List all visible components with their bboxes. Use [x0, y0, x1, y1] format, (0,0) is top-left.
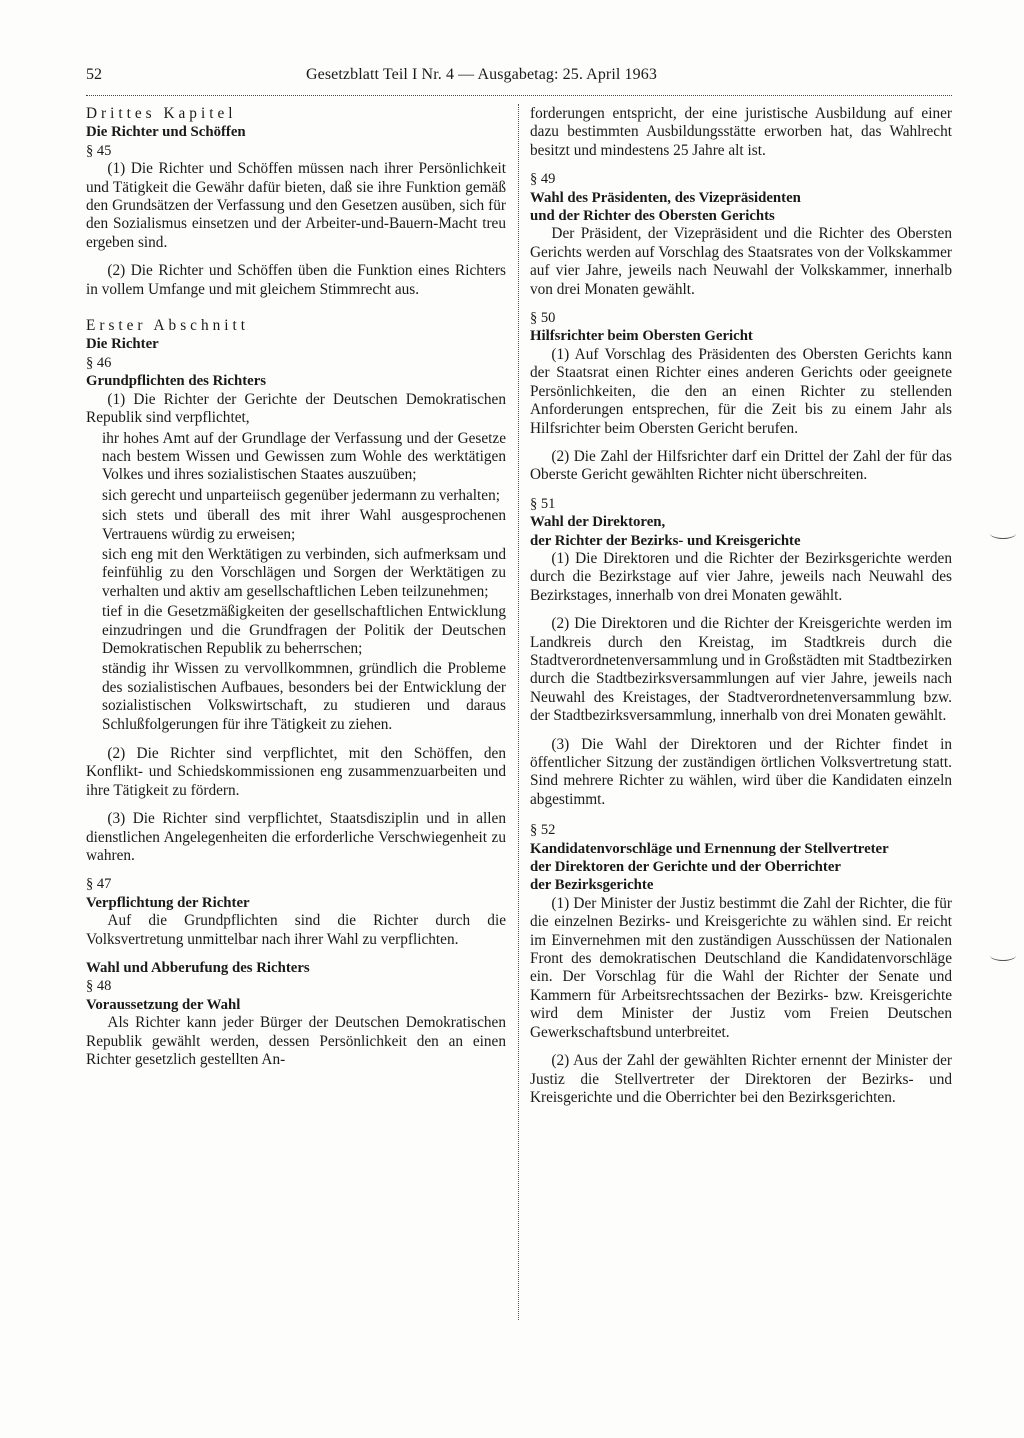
s47-paragraph-1: Auf die Grundpflichten sind die Richter durch die Volksvertretung unmittelbar nach ihrer Wahl zu verpflichten. [86, 912, 506, 948]
s48-paragraph-1: Als Richter kann jeder Bürger der Deutschen Demokratischen Republik gewählt werden, dessen Persönlichkeit den an einen Richter gesetzlich gestellten An- [86, 1014, 506, 1069]
s50-paragraph-1: (1) Auf Vorschlag des Präsidenten des Obersten Gerichts kann der Staatsrat einen Richter eines anderen Gerichts oder geeignete Persönlichkeiten, die den an einen Richter zu stellenden Anforderungen entsprechen, für die Zeit bis zu einem Jahr als Hilfsrichter beim Obersten Gericht berufen. [530, 345, 952, 437]
s52-paragraph-2: (2) Aus der Zahl der gewählten Richter ernennt der Minister der Justiz die Stellvertreter der Direktoren der Bezirks- und Kreisgerichte und die Oberrichter bei den Bezirksgerichten. [530, 1052, 952, 1106]
chapter-label: Drittes Kapitel [86, 105, 237, 122]
s51-title-line-2: der Richter der Bezirks- und Kreisgerichte [530, 532, 801, 549]
header-rule [86, 95, 952, 96]
running-title: Gesetzblatt Teil I Nr. 4 — Ausgabetag: 25. April 1963 [306, 66, 657, 83]
s46-paragraph-2: (2) Die Richter sind verpflichtet, mit den Schöffen, den Konflikt- und Schiedskommissionen eng zusammenzuarbeiten und ihre Tätigkeit zu fördern. [86, 745, 506, 799]
s51-paragraph-1: (1) Die Direktoren und die Richter der Bezirksgerichte werden durch die Bezirkstage auf vier Jahre, jeweils nach Neuwahl des Bezirkstages, innerhalb von drei Monaten gewählt. [530, 549, 952, 604]
margin-mark [990, 528, 1016, 539]
s45-paragraph-1: (1) Die Richter und Schöffen müssen nach ihrer Persönlichkeit und Tätigkeit die Gewähr dafür bieten, daß sie ihre Funktion gemäß den Grundsätzen der Verfassung und den Gesetzen ausüben, sich für den Sozialismus einsetzen und der Arbeiter-und-Bauern-Macht treu ergeben sind. [86, 160, 506, 251]
page-number: 52 [86, 66, 102, 83]
section-label: Erster Abschnitt [86, 317, 249, 335]
s51-paragraph-2: (2) Die Direktoren und die Richter der Kreisgerichte werden im Landkreis durch den Kreistag, im Stadtkreis durch die Stadtverordnetenversammlung und in Großstädten mit Stadtbezirken durch die Stadtbezirksversammlungen auf vier Jahre, jeweils nach Neuwahl des Kreistages, der Stadtverordnetenversammlung bzw. der Stadtbezirksversammlung, innerhalb von drei Monaten gewählt. [530, 615, 952, 725]
s46-title: Grundpflichten des Richters [86, 373, 267, 390]
s52-title-line-1: Kandidatenvorschläge und Ernennung der Stellvertreter [530, 840, 889, 857]
s49-paragraph-1: Der Präsident, der Vizepräsident und die Richter des Obersten Gerichts werden auf Vorschlag des Staatsrates von der Volkskammer auf vier Jahre, jeweils nach Neuwahl der Volkskammer, innerhalb von drei Monaten gewählt. [530, 225, 952, 298]
s48-continuation: forderungen entspricht, der eine juristische Ausbildung auf einer dazu bestimmten Ausbildungsstätte erworben hat, das Wahlrecht besitzt und mindestens 25 Jahre alt ist. [530, 105, 952, 159]
section-sign-45: § 45 [86, 142, 112, 159]
s52-title-line-2: der Direktoren der Gerichte und der Oberrichter [530, 859, 841, 876]
section-sign-52: § 52 [530, 822, 556, 839]
s47-title: Verpflichtung der Richter [86, 894, 250, 911]
column-divider [518, 104, 519, 1320]
section-sign-49: § 49 [530, 171, 556, 188]
margin-mark [990, 950, 1016, 961]
section-sign-47: § 47 [86, 876, 112, 893]
section-title: Die Richter [86, 336, 159, 353]
subsection-heading: Wahl und Abberufung des Richters [86, 960, 310, 977]
s46-item: ihr hohes Amt auf der Grundlage der Verfassung und der Gesetze nach bestem Wissen und Gewissen zum Wohle des werktätigen Volkes und ihres sozialistischen Staates auszuüben; [102, 429, 506, 484]
section-sign-51: § 51 [530, 495, 556, 512]
section-sign-46: § 46 [86, 354, 112, 371]
chapter-title: Die Richter und Schöffen [86, 124, 246, 141]
s46-paragraph-1: (1) Die Richter der Gerichte der Deutschen Demokratischen Republik sind verpflichtet, [86, 390, 506, 427]
s51-title-line-1: Wahl der Direktoren, [530, 514, 666, 531]
s46-item: tief in die Gesetzmäßigkeiten der gesellschaftlichen Entwicklung einzudringen und die Grundfragen der Politik der Deutschen Demokratischen Republik zu beherrschen; [102, 603, 506, 657]
s48-title: Voraussetzung der Wahl [86, 996, 241, 1013]
right-column [530, 105, 952, 1117]
s46-paragraph-3: (3) Die Richter sind verpflichtet, Staatsdisziplin und in allen dienstlichen Angelegenheiten die erforderliche Verschwiegenheit zu wahren. [86, 810, 506, 865]
s46-item: sich eng mit den Werktätigen zu verbinden, sich aufmerksam und feinfühlig zu den Vorschlägen und Sorgen der Werktätigen zu verhalten und aktiv am gesellschaftlichen Leben teilzunehmen; [102, 545, 506, 600]
s51-paragraph-3: (3) Die Wahl der Direktoren und der Richter findet in öffentlicher Sitzung der zuständigen örtlichen Volksvertretung statt. Sind mehrere Richter zu wählen, wird über die Kandidaten einzeln abgestimmt. [530, 735, 952, 808]
s50-title: Hilfsrichter beim Obersten Gericht [530, 328, 753, 345]
left-column [86, 105, 506, 1080]
s50-paragraph-2: (2) Die Zahl der Hilfsrichter darf ein Drittel der Zahl der für das Oberste Gericht gewählten Richter nicht überschreiten. [530, 447, 952, 484]
s46-item: sich stets und überall des mit ihrer Wahl ausgesprochenen Vertrauens würdig zu erweisen; [102, 507, 506, 543]
s49-title-line-2: und der Richter des Obersten Gerichts [530, 208, 775, 225]
section-sign-50: § 50 [530, 310, 556, 327]
s49-title-line-1: Wahl des Präsidenten, des Vizepräsidenten [530, 189, 801, 206]
s52-paragraph-1: (1) Der Minister der Justiz bestimmt die Zahl der Richter, die für die einzelnen Bezirks- und Kreisgerichte zu wählen sind. Er reicht im Einvernehmen mit den zuständigen Ausschüssen der Nationalen Front des demokratischen Deutschland die Kandidatenvorschläge ein. Der Vorschlag für die Wahl der Richter der Senate und Kammern für Arbeitsrechtssachen der Bezirks- bzw. Kreisgerichte wird dem Minister der Justiz vom Freien Deutschen Gewerkschaftsbund unterbreitet. [530, 894, 952, 1041]
s46-item: sich gerecht und unparteiisch gegenüber jedermann zu verhalten; [102, 486, 500, 504]
s46-item: ständig ihr Wissen zu vervollkommnen, gründlich die Probleme des sozialistischen Aufbaues, besonders bei der Entwicklung der sozialistischen Volkswirtschaft, zu studieren und daraus Schlußfolgerungen für ihre Tätigkeit zu ziehen. [102, 660, 506, 733]
section-sign-48: § 48 [86, 978, 112, 995]
s45-paragraph-2: (2) Die Richter und Schöffen üben die Funktion eines Richters in vollem Umfange und mit gleichem Stimmrecht aus. [86, 262, 506, 298]
s52-title-line-3: der Bezirksgerichte [530, 877, 654, 894]
